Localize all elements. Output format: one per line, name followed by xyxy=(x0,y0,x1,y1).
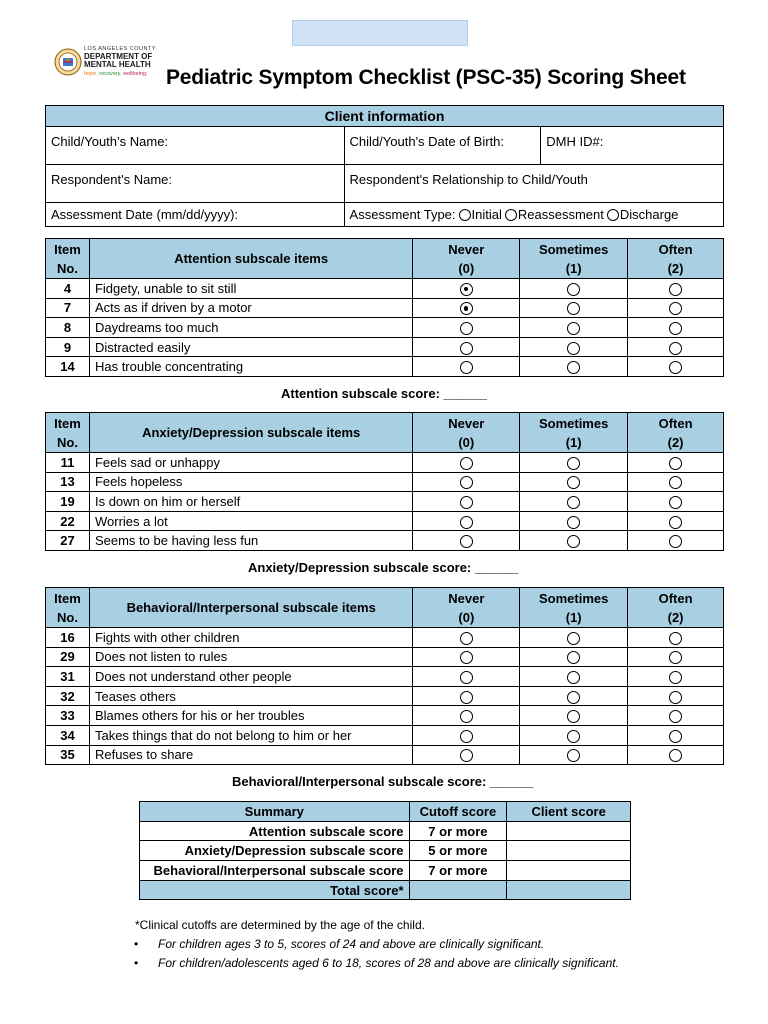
item-text: Acts as if driven by a motor xyxy=(89,298,412,318)
radio-discharge[interactable] xyxy=(607,209,619,221)
item-row xyxy=(46,667,724,687)
never-radio[interactable] xyxy=(460,632,473,645)
page-title: Pediatric Symptom Checklist (PSC-35) Scoring Sheet xyxy=(166,66,686,89)
sometimes-cell xyxy=(520,279,628,299)
sometimes-radio[interactable] xyxy=(567,691,580,704)
often-cell xyxy=(628,686,724,706)
item-row xyxy=(46,706,724,726)
often-radio[interactable] xyxy=(669,283,682,296)
sometimes-cell xyxy=(520,357,628,377)
never-cell xyxy=(413,725,520,745)
often-radio[interactable] xyxy=(669,457,682,470)
never-cell xyxy=(413,511,520,531)
option-discharge-label: Discharge xyxy=(619,207,679,222)
logo-dept-text xyxy=(84,53,152,69)
total-score-label: Total score* xyxy=(140,880,410,900)
assessment-type-field xyxy=(344,203,723,227)
often-radio[interactable] xyxy=(669,496,682,509)
often-radio[interactable] xyxy=(669,322,682,335)
item-number: 8 xyxy=(46,318,90,338)
sometimes-radio[interactable] xyxy=(567,749,580,762)
item-row xyxy=(46,357,724,377)
logo-dept-line1: DEPARTMENT OF xyxy=(84,52,153,61)
often-cell xyxy=(628,318,724,338)
item-row xyxy=(46,745,724,765)
summary-row-cutoff: 7 or more xyxy=(409,821,507,841)
item-text: Does not understand other people xyxy=(89,667,412,687)
often-cell xyxy=(628,725,724,745)
item-text: Does not listen to rules xyxy=(89,647,412,667)
often-cell xyxy=(628,357,724,377)
radio-initial[interactable] xyxy=(459,209,471,221)
item-row xyxy=(46,472,724,492)
sometimes-radio[interactable] xyxy=(567,476,580,489)
sometimes-cell xyxy=(520,492,628,512)
anxiety-table xyxy=(45,412,724,551)
never-radio[interactable] xyxy=(460,691,473,704)
often-radio[interactable] xyxy=(669,730,682,743)
sometimes-radio[interactable] xyxy=(567,710,580,723)
never-cell xyxy=(413,318,520,338)
option-initial-label: Initial xyxy=(471,207,502,222)
sometimes-header: Sometimes (1) xyxy=(520,239,628,279)
often-header: Often (2) xyxy=(628,239,724,279)
dmh-logo xyxy=(54,46,164,82)
sometimes-cell xyxy=(520,647,628,667)
item-number: 29 xyxy=(46,647,90,667)
never-cell xyxy=(413,647,520,667)
item-number: 31 xyxy=(46,667,90,687)
logo-dept-line2: MENTAL HEALTH xyxy=(84,60,151,69)
often-radio[interactable] xyxy=(669,749,682,762)
respondent-name-field[interactable]: Respondent's Name: xyxy=(46,165,345,203)
sometimes-cell xyxy=(520,511,628,531)
often-cell xyxy=(628,745,724,765)
never-cell xyxy=(413,357,520,377)
never-cell xyxy=(413,706,520,726)
often-cell xyxy=(628,453,724,473)
often-radio[interactable] xyxy=(669,535,682,548)
sometimes-cell xyxy=(520,472,628,492)
item-number: 33 xyxy=(46,706,90,726)
never-radio[interactable] xyxy=(460,710,473,723)
item-number: 4 xyxy=(46,279,90,299)
never-radio[interactable] xyxy=(460,535,473,548)
item-number: 9 xyxy=(46,337,90,357)
sometimes-cell xyxy=(520,298,628,318)
sometimes-radio[interactable] xyxy=(567,730,580,743)
often-radio[interactable] xyxy=(669,651,682,664)
often-cell xyxy=(628,472,724,492)
item-number: 14 xyxy=(46,357,90,377)
often-cell xyxy=(628,298,724,318)
item-text: Fidgety, unable to sit still xyxy=(89,279,412,299)
note-bullet-2: • For children/adolescents aged 6 to 18, scores of 28 and above are clinically significant. xyxy=(134,956,619,970)
never-radio[interactable] xyxy=(460,476,473,489)
item-number: 34 xyxy=(46,725,90,745)
summary-row-label: Anxiety/Depression subscale score xyxy=(140,841,410,861)
item-row xyxy=(46,628,724,648)
sometimes-radio[interactable] xyxy=(567,361,580,374)
child-name-field[interactable]: Child/Youth’s Name: xyxy=(46,127,345,165)
item-number: 32 xyxy=(46,686,90,706)
often-radio[interactable] xyxy=(669,342,682,355)
never-cell xyxy=(413,686,520,706)
never-radio[interactable] xyxy=(460,457,473,470)
summary-table xyxy=(139,801,631,900)
item-number: 13 xyxy=(46,472,90,492)
often-cell xyxy=(628,337,724,357)
behavioral-score-label: Behavioral/Interpersonal subscale score: ______ xyxy=(232,774,534,789)
sometimes-radio[interactable] xyxy=(567,342,580,355)
item-text: Worries a lot xyxy=(89,511,412,531)
often-header: Often (2) xyxy=(628,588,724,628)
item-number: 27 xyxy=(46,531,90,551)
never-cell xyxy=(413,337,520,357)
never-header: Never (0) xyxy=(413,588,520,628)
item-row xyxy=(46,725,724,745)
never-radio[interactable] xyxy=(460,496,473,509)
never-radio[interactable] xyxy=(460,651,473,664)
respondent-relationship-field[interactable]: Respondent's Relationship to Child/Youth xyxy=(344,165,723,203)
often-radio[interactable] xyxy=(669,516,682,529)
attention-score-label: Attention subscale score: ______ xyxy=(281,386,487,401)
sometimes-radio[interactable] xyxy=(567,516,580,529)
sometimes-cell xyxy=(520,337,628,357)
never-radio[interactable] xyxy=(460,361,473,374)
sometimes-cell xyxy=(520,745,628,765)
item-number: 11 xyxy=(46,453,90,473)
item-text: Refuses to share xyxy=(89,745,412,765)
note-bullet-1: • For children ages 3 to 5, scores of 24 and above are clinically significant. xyxy=(134,937,545,951)
never-header: Never (0) xyxy=(413,413,520,453)
behavioral-heading: Behavioral/Interpersonal subscale items xyxy=(89,588,412,628)
logo-county-text: LOS ANGELES COUNTY xyxy=(84,46,156,52)
item-row xyxy=(46,686,724,706)
item-no-header: Item No. xyxy=(46,413,90,453)
never-cell xyxy=(413,492,520,512)
item-number: 16 xyxy=(46,628,90,648)
often-radio[interactable] xyxy=(669,671,682,684)
never-radio[interactable] xyxy=(460,302,473,315)
never-cell xyxy=(413,298,520,318)
item-row xyxy=(46,531,724,551)
item-no-header: Item No. xyxy=(46,588,90,628)
summary-row-label: Attention subscale score xyxy=(140,821,410,841)
attention-table xyxy=(45,238,724,377)
often-radio[interactable] xyxy=(669,691,682,704)
anxiety-heading: Anxiety/Depression subscale items xyxy=(89,413,412,453)
sometimes-radio[interactable] xyxy=(567,671,580,684)
county-seal-icon xyxy=(54,48,82,76)
total-client-score-cell[interactable] xyxy=(507,880,631,900)
never-header: Never (0) xyxy=(413,239,520,279)
assessment-date-field[interactable]: Assessment Date (mm/dd/yyyy): xyxy=(46,203,345,227)
often-radio[interactable] xyxy=(669,710,682,723)
often-cell xyxy=(628,647,724,667)
attention-heading: Attention subscale items xyxy=(89,239,412,279)
sometimes-cell xyxy=(520,667,628,687)
often-header: Often (2) xyxy=(628,413,724,453)
never-cell xyxy=(413,531,520,551)
often-cell xyxy=(628,706,724,726)
option-reassessment-label: Reassessment xyxy=(517,207,604,222)
sometimes-cell xyxy=(520,725,628,745)
sometimes-header: Sometimes (1) xyxy=(520,413,628,453)
never-cell xyxy=(413,453,520,473)
behavioral-client-score-cell[interactable] xyxy=(507,861,631,881)
summary-row-label: Behavioral/Interpersonal subscale score xyxy=(140,861,410,881)
often-cell xyxy=(628,279,724,299)
client-info-table xyxy=(45,105,724,227)
never-cell xyxy=(413,472,520,492)
item-row xyxy=(46,453,724,473)
never-cell xyxy=(413,628,520,648)
never-radio[interactable] xyxy=(460,749,473,762)
item-no-header: Item No. xyxy=(46,239,90,279)
item-text: Is down on him or herself xyxy=(89,492,412,512)
client-score-col-header: Client score xyxy=(507,802,631,822)
assessment-type-label: Assessment Type: xyxy=(349,207,456,222)
item-row xyxy=(46,511,724,531)
clinical-cutoff-note: *Clinical cutoffs are determined by the age of the child. xyxy=(135,918,425,932)
item-number: 22 xyxy=(46,511,90,531)
summary-row-cutoff: 7 or more xyxy=(409,861,507,881)
item-text: Seems to be having less fun xyxy=(89,531,412,551)
behavioral-table xyxy=(45,587,724,765)
sometimes-radio[interactable] xyxy=(567,535,580,548)
never-cell xyxy=(413,279,520,299)
client-info-heading: Client information xyxy=(46,106,724,127)
never-cell xyxy=(413,667,520,687)
sometimes-radio[interactable] xyxy=(567,457,580,470)
logo-tag-recovery: recovery. xyxy=(99,71,122,77)
item-number: 7 xyxy=(46,298,90,318)
item-text: Has trouble concentrating xyxy=(89,357,412,377)
logo-tagline xyxy=(84,71,148,77)
never-radio[interactable] xyxy=(460,322,473,335)
often-radio[interactable] xyxy=(669,302,682,315)
sometimes-radio[interactable] xyxy=(567,322,580,335)
radio-reassessment[interactable] xyxy=(505,209,517,221)
often-cell xyxy=(628,492,724,512)
item-text: Feels sad or unhappy xyxy=(89,453,412,473)
never-radio[interactable] xyxy=(460,342,473,355)
never-radio[interactable] xyxy=(460,730,473,743)
total-cutoff-cell xyxy=(409,880,507,900)
never-radio[interactable] xyxy=(460,283,473,296)
logo-tag-hope: hope. xyxy=(84,71,98,77)
item-row xyxy=(46,318,724,338)
anxiety-score-label: Anxiety/Depression subscale score: ______ xyxy=(248,560,519,575)
sometimes-cell xyxy=(520,706,628,726)
sometimes-cell xyxy=(520,531,628,551)
anxiety-client-score-cell[interactable] xyxy=(507,841,631,861)
item-text: Blames others for his or her troubles xyxy=(89,706,412,726)
sometimes-cell xyxy=(520,628,628,648)
never-cell xyxy=(413,745,520,765)
often-radio[interactable] xyxy=(669,632,682,645)
often-cell xyxy=(628,531,724,551)
often-radio[interactable] xyxy=(669,361,682,374)
item-row xyxy=(46,337,724,357)
sometimes-radio[interactable] xyxy=(567,632,580,645)
sometimes-cell xyxy=(520,686,628,706)
item-number: 35 xyxy=(46,745,90,765)
item-text: Teases others xyxy=(89,686,412,706)
sometimes-cell xyxy=(520,453,628,473)
dob-field[interactable]: Child/Youth's Date of Birth: xyxy=(344,127,541,165)
never-radio[interactable] xyxy=(460,516,473,529)
item-text: Feels hopeless xyxy=(89,472,412,492)
notes-list xyxy=(134,936,619,974)
sometimes-radio[interactable] xyxy=(567,496,580,509)
item-number: 19 xyxy=(46,492,90,512)
attention-client-score-cell[interactable] xyxy=(507,821,631,841)
item-text: Daydreams too much xyxy=(89,318,412,338)
often-cell xyxy=(628,511,724,531)
dmh-id-field[interactable]: DMH ID#: xyxy=(541,127,724,165)
summary-col-header: Summary xyxy=(140,802,410,822)
item-row xyxy=(46,647,724,667)
often-radio[interactable] xyxy=(669,476,682,489)
summary-row-cutoff: 5 or more xyxy=(409,841,507,861)
item-text: Fights with other children xyxy=(89,628,412,648)
logo-tag-wellbeing: wellbeing. xyxy=(123,71,148,77)
sometimes-cell xyxy=(520,318,628,338)
often-cell xyxy=(628,628,724,648)
never-radio[interactable] xyxy=(460,671,473,684)
often-cell xyxy=(628,667,724,687)
sometimes-radio[interactable] xyxy=(567,302,580,315)
item-row xyxy=(46,298,724,318)
item-text: Distracted easily xyxy=(89,337,412,357)
item-row xyxy=(46,279,724,299)
item-row xyxy=(46,492,724,512)
sometimes-radio[interactable] xyxy=(567,283,580,296)
sometimes-header: Sometimes (1) xyxy=(520,588,628,628)
sometimes-radio[interactable] xyxy=(567,651,580,664)
top-input-box[interactable] xyxy=(292,20,468,46)
cutoff-col-header: Cutoff score xyxy=(409,802,507,822)
item-text: Takes things that do not belong to him or her xyxy=(89,725,412,745)
